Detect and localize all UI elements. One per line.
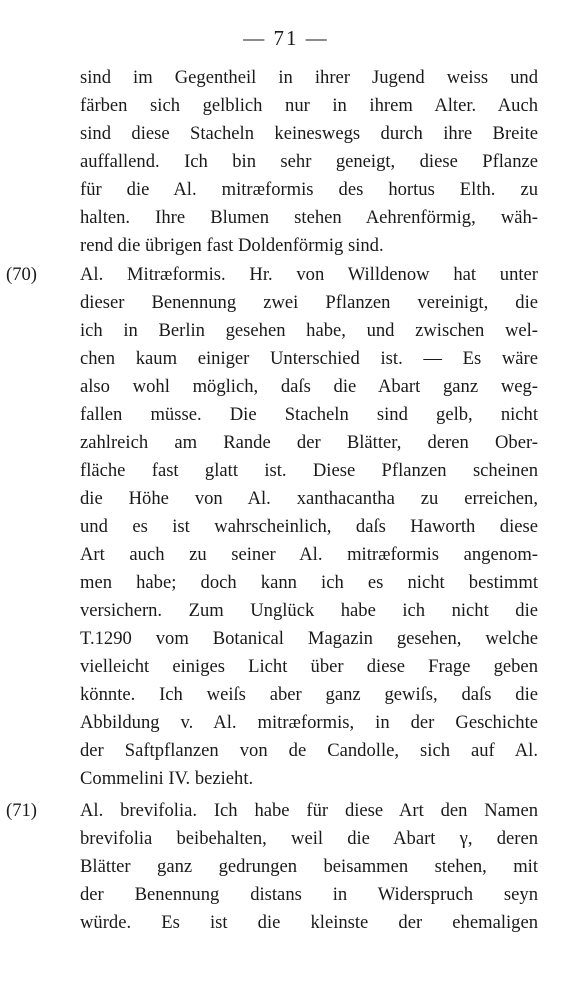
text-line: dieser Benennung zwei Pflanzen vereinigt, die: [80, 292, 538, 313]
text-line: fallen müsse. Die Stacheln sind gelb, nicht: [80, 404, 538, 425]
text-line: Commelini IV. bezieht.: [80, 768, 254, 789]
text-line: färben sich gelblich nur in ihrem Alter. Auch: [80, 95, 538, 116]
text-line: chen kaum einiger Unterschied ist. — Es wäre: [80, 348, 538, 369]
text-line: ich in Berlin gesehen habe, und zwischen wel-: [80, 320, 538, 341]
text-line: vielleicht einiges Licht über diese Frage geben: [80, 656, 538, 677]
text-line: men habe; doch kann ich es nicht bestimmt: [80, 572, 538, 593]
text-line: zahlreich am Rande der Blätter, deren Ober-: [80, 432, 538, 453]
text-line: Blätter ganz gedrungen beisammen stehen, mit: [80, 856, 538, 877]
text-line: Abbildung v. Al. mitræformis, in der Geschichte: [80, 712, 538, 733]
page-number: — 71 —: [243, 26, 329, 50]
text-line: also wohl möglich, daſs die Abart ganz weg-: [80, 376, 538, 397]
text-line: fläche fast glatt ist. Diese Pflanzen scheinen: [80, 460, 538, 481]
text-line: versichern. Zum Unglück habe ich nicht die: [80, 600, 538, 621]
text-line: der Benennung distans in Widerspruch seyn: [80, 884, 538, 905]
text-line: könnte. Ich weiſs aber ganz gewiſs, daſs die: [80, 684, 538, 705]
note-number-70: (70): [6, 264, 37, 285]
text-line: und es ist wahrscheinlich, daſs Haworth diese: [80, 516, 538, 537]
text-line: T.1290 vom Botanical Magazin gesehen, welche: [80, 628, 538, 649]
text-line: halten. Ihre Blumen stehen Aehrenförmig, wäh-: [80, 207, 538, 228]
text-line: rend die übrigen fast Doldenförmig sind.: [80, 235, 384, 256]
text-line: Al. Mitræformis. Hr. von Willdenow hat unter: [80, 264, 538, 285]
text-line: Al. brevifolia. Ich habe für diese Art den Namen: [80, 800, 538, 821]
text-line: Art auch zu seiner Al. mitræformis angenom-: [80, 544, 538, 565]
text-line: sind diese Stacheln keineswegs durch ihre Breite: [80, 123, 538, 144]
text-line: brevifolia beibehalten, weil die Abart γ, deren: [80, 828, 538, 849]
text-line: würde. Es ist die kleinste der ehemaligen: [80, 912, 538, 933]
text-line: sind im Gegentheil in ihrer Jugend weiss und: [80, 67, 538, 88]
text-line: die Höhe von Al. xanthacantha zu erreichen,: [80, 488, 538, 509]
text-line: für die Al. mitræformis des hortus Elth. zu: [80, 179, 538, 200]
note-number-71: (71): [6, 800, 37, 821]
text-line: auffallend. Ich bin sehr geneigt, diese Pflanze: [80, 151, 538, 172]
text-line: der Saftpflanzen von de Candolle, sich auf Al.: [80, 740, 538, 761]
